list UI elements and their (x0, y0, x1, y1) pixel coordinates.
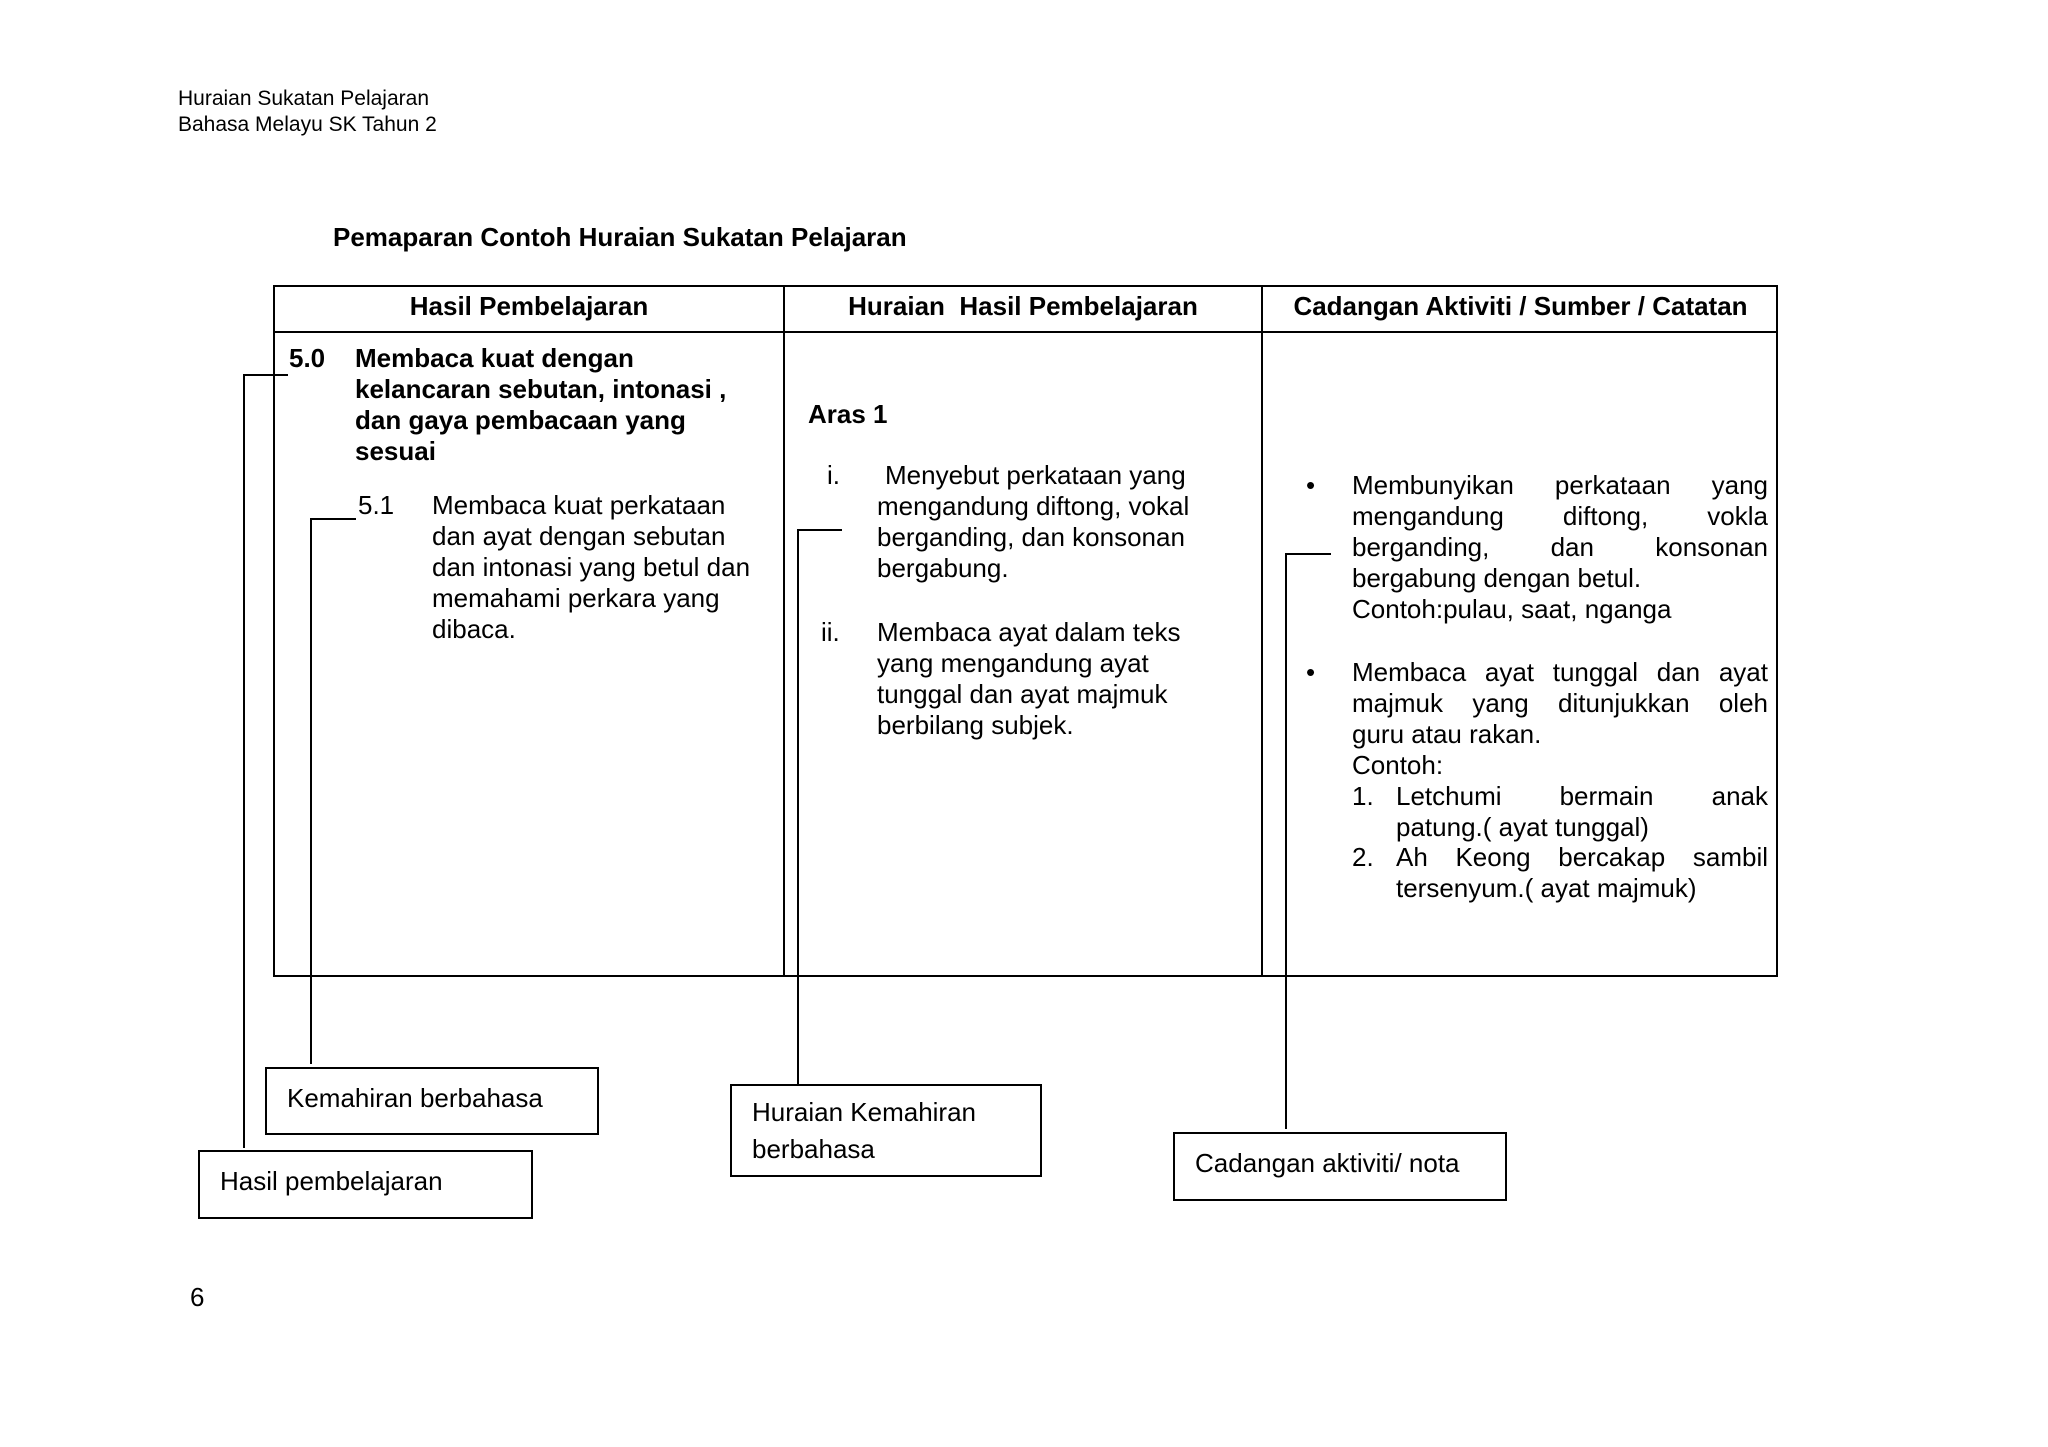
header-line-1: Huraian Sukatan Pelajaran (178, 87, 429, 110)
bullet-1-icon: • (1306, 470, 1316, 500)
connector-hasil-horizontal (243, 374, 288, 376)
connector-cadangan-vertical (1285, 553, 1287, 1129)
example-2-text: Ah Keong bercakap sambil tersenyum.( ayat majmuk) (1396, 842, 1768, 903)
connector-kemahiran-vertical (310, 518, 312, 1064)
objective-text: Membaca kuat dengan kelancaran sebutan, intonasi , dan gaya pembacaan yang sesuai (355, 343, 727, 466)
column-divider-1 (783, 285, 785, 977)
column-divider-2 (1261, 285, 1263, 977)
connector-huraian-horizontal (797, 529, 842, 531)
level-label: Aras 1 (808, 399, 888, 429)
callout-hasil-pembelajaran: Hasil pembelajaran (198, 1150, 533, 1219)
example-2-number: 2. (1352, 842, 1374, 872)
item-1-text: Menyebut perkataan yang mengandung diftong, vokal berganding, dan konsonan bergabung. (877, 460, 1190, 583)
connector-huraian-vertical (797, 529, 799, 1085)
header-line-2: Bahasa Melayu SK Tahun 2 (178, 113, 437, 136)
item-1-number: i. (827, 460, 840, 490)
page-number: 6 (190, 1282, 205, 1312)
header-cadangan-aktiviti: Cadangan Aktiviti / Sumber / Catatan (1293, 291, 1748, 321)
objective-number: 5.0 (289, 343, 326, 373)
sub-objective-number: 5.1 (358, 490, 395, 520)
callout-huraian-kemahiran: Huraian Kemahiran berbahasa (730, 1084, 1042, 1177)
callout-kemahiran-berbahasa: Kemahiran berbahasa (265, 1067, 599, 1135)
example-1-number: 1. (1352, 781, 1374, 811)
doc-header (178, 86, 437, 138)
page-title: Pemaparan Contoh Huraian Sukatan Pelajaran (333, 222, 907, 252)
connector-cadangan-horizontal (1285, 553, 1331, 555)
bullet-2-text: Membaca ayat tunggal dan ayat majmuk yang ditunjukkan oleh guru atau rakan. Contoh: (1352, 657, 1768, 780)
header-hasil-pembelajaran: Hasil Pembelajaran (409, 291, 649, 321)
table-header-divider (273, 331, 1778, 333)
bullet-2-icon: • (1306, 657, 1316, 687)
connector-kemahiran-horizontal (310, 518, 356, 520)
header-huraian-hasil: Huraian Hasil Pembelajaran (848, 291, 1198, 321)
example-1-text: Letchumi bermain anak patung.( ayat tunggal) (1396, 781, 1768, 842)
item-2-text: Membaca ayat dalam teks yang mengandung ayat tunggal dan ayat majmuk berbilang subjek. (877, 617, 1181, 740)
connector-hasil-vertical (243, 374, 245, 1148)
bullet-1-text: Membunyikan perkataan yang mengandung diftong, vokla berganding, dan konsonan bergabung dengan betul. Contoh:pulau, saat, nganga (1352, 470, 1768, 624)
sub-objective-text: Membaca kuat perkataan dan ayat dengan sebutan dan intonasi yang betul dan memahami perkara yang dibaca. (432, 490, 751, 644)
callout-cadangan-aktiviti: Cadangan aktiviti/ nota (1173, 1132, 1507, 1201)
item-2-number: ii. (821, 617, 840, 647)
